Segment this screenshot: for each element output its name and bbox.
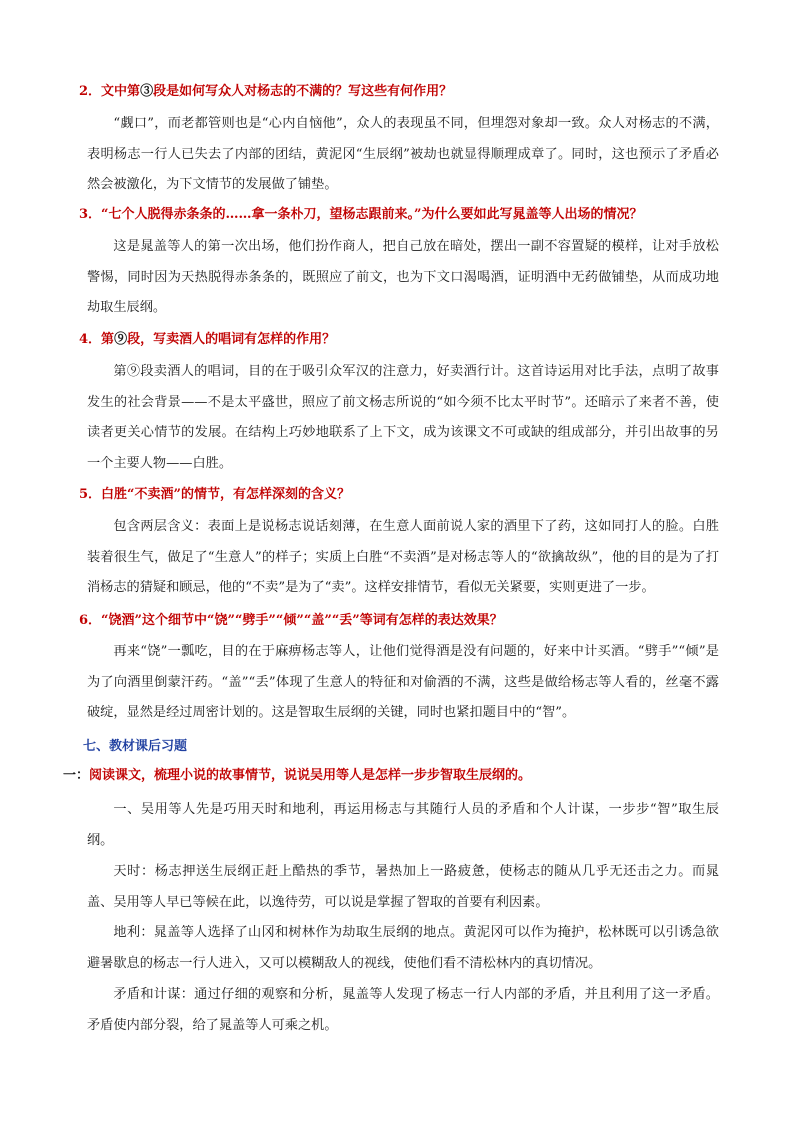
paragraph-marker: ③ [140, 84, 154, 99]
exercise-task: 一：阅读课文，梳理小说的故事情节，说说吴用等人是怎样一步步智取生辰纲的。 [63, 768, 532, 783]
answer-2: “觑口”，而老都管则也是“心内自恼他”，众人的表现虽不同，但埋怨对象却一致。众人对杨志的不满，表明杨志一行人已失去了内部的团结，黄泥冈“生辰纲”被劫也就显得顺理成章了。同时，这也预示了矛盾必然会被激化，为下文情节的发展做了铺垫。 [87, 116, 719, 192]
exercise-answer-timing: 天时：杨志押送生辰纲正赶上酷热的季节，暑热加上一路疲惫，使杨志的随从几乎无还击之力。而晁盖、吴用等人早已等候在此，以逸待劳，可以说是掌握了智取的首要有利因素。 [87, 864, 719, 910]
question-5: 5．白胜“不卖酒”的情节，有怎样深刻的含义？ [79, 487, 351, 502]
section-heading: 七、教材课后习题 [83, 739, 188, 754]
answer-6: 再来“饶”一瓢吃，目的在于麻痹杨志等人，让他们觉得酒是没有问题的，好来中计买酒。“劈手”“倾”是为了向酒里倒蒙汗药。“盖”“丢”体现了生意人的特征和对偷酒的不满，这些是做给杨志等人看的，丝毫不露破绽，显然是经过周密计划的。这是智取生辰纲的关键，同时也紧扣题目中的“智”。 [87, 644, 719, 720]
paragraph-marker: ⑨ [114, 332, 128, 347]
exercise-answer-intro: 一、吴用等人先是巧用天时和地利，再运用杨志与其随行人员的矛盾和个人计谋，一步步“智”取生辰纲。 [87, 802, 719, 848]
exercise-answer-terrain: 地利：晁盖等人选择了山冈和树林作为劫取生辰纲的地点。黄泥冈可以作为掩护，松林既可以引诱急欲避暑歇息的杨志一行人进入，又可以模糊敌人的视线，使他们看不清松林内的真切情况。 [87, 925, 719, 971]
answer-3: 这是晁盖等人的第一次出场，他们扮作商人，把自己放在暗处，摆出一副不容置疑的模样，让对手放松警惕，同时因为天热脱得赤条条的，既照应了前文，也为下文口渴喝酒，证明酒中无药做铺垫，从而成功地劫取生辰纲。 [87, 239, 719, 315]
answer-4: 第⑨段卖酒人的唱词，目的在于吸引众军汉的注意力，好卖酒行计。这首诗运用对比手法，点明了故事发生的社会背景——不是太平盛世，照应了前文杨志所说的“如今须不比太平时节”。还暗示了来者不善，使读者更关心情节的发展。在结构上巧妙地联系了上下文，成为该课文不可或缺的组成部分，并引出故事的另一个主要人物——白胜。 [87, 364, 719, 471]
question-4: 4．第⑨段，写卖酒人的唱词有怎样的作用？ [79, 332, 336, 347]
question-2: 2．文中第③段是如何写众人对杨志的不满的？写这些有何作用？ [79, 84, 453, 99]
answer-5: 包含两层含义：表面上是说杨志说话刻薄，在生意人面前说人家的酒里下了药，这如同打人的脸。白胜装着很生气，做足了“生意人”的样子；实质上白胜“不卖酒”是对杨志等人的“欲擒故纵”，他的目的是为了打消杨志的猜疑和顾忌，他的“不卖”是为了“卖”。这样安排情节，看似无关紧要，实则更进了一步。 [87, 519, 719, 595]
exercise-answer-conflict: 矛盾和计谋：通过仔细的观察和分析，晁盖等人发现了杨志一行人内部的矛盾，并且利用了这一矛盾。矛盾使内部分裂，给了晁盖等人可乘之机。 [87, 987, 719, 1033]
question-6: 6．“饶酒”这个细节中“饶”“劈手”“倾”“盖”“丢”等词有怎样的表达效果？ [79, 613, 503, 628]
question-3: 3．“七个人脱得赤条条的……拿一条朴刀，望杨志跟前来。”为什么要如此写晁盖等人出场的情况？ [79, 207, 643, 222]
